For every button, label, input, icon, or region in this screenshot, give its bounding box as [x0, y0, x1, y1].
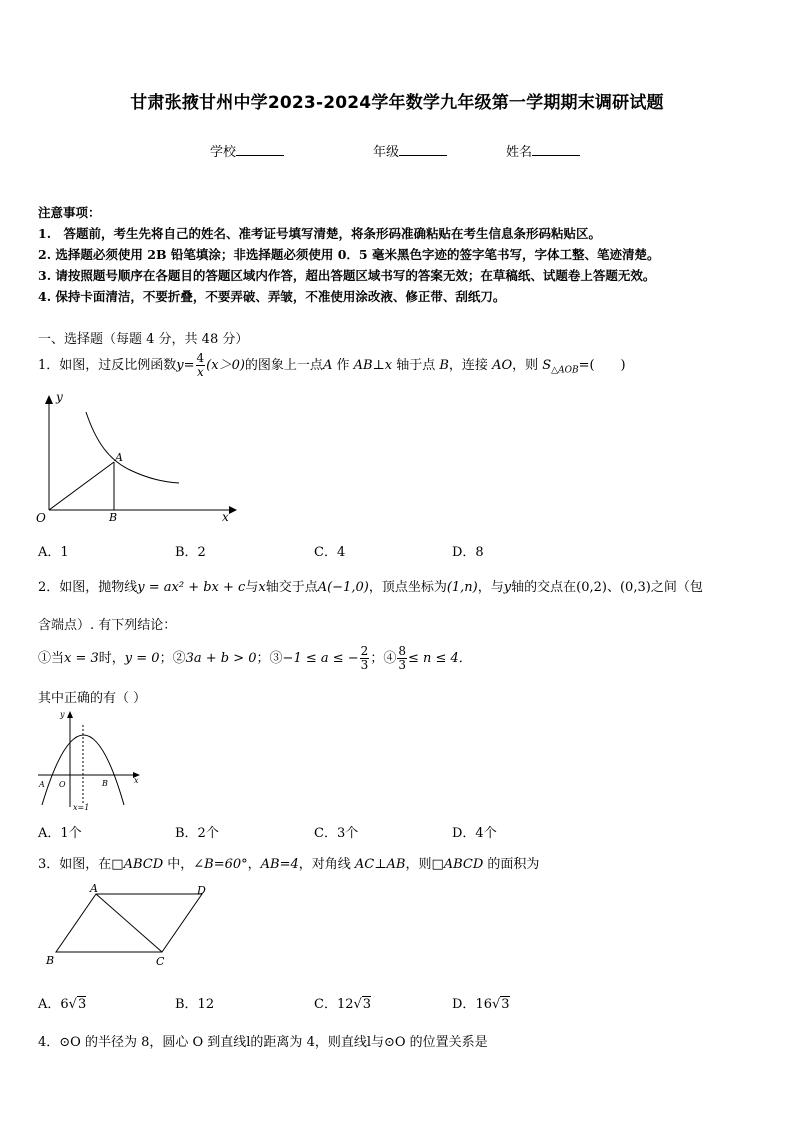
notice-item-1: 1. 答题前，考生先将自己的姓名、准考证号填写清楚，将条形码准确粘贴在考生信息条形码粘贴区。	[38, 226, 602, 241]
q2-dun: 、	[606, 580, 620, 595]
q3-mid4: ，则	[405, 857, 432, 872]
grade-label: 年级	[373, 145, 400, 160]
q1-fig-label-y: y	[56, 390, 63, 404]
q3-option-d-coef: 16	[475, 997, 492, 1012]
q1-cond: (x＞0)	[206, 358, 245, 373]
q1-ao: AO	[492, 358, 513, 373]
q3-ab: AB=4	[260, 857, 299, 872]
q2-p2: (0,3)	[619, 580, 651, 595]
sqrt-icon: √	[491, 997, 501, 1012]
q3-fig-label-a: A	[90, 882, 98, 895]
q3-angle: ∠B=60°	[193, 857, 248, 872]
q2-c4-end: ．	[458, 651, 472, 666]
q2-eq: y = ax² + bx + c	[137, 580, 246, 595]
q2-c4-num: 8	[398, 644, 406, 658]
q3-option-b-label: B．12	[175, 997, 215, 1012]
q2-c1-sep: ；②	[159, 651, 186, 666]
question-2-line-1	[38, 576, 703, 595]
q2-fig-label-b: B	[102, 779, 108, 788]
q1-fraction	[196, 352, 206, 379]
q2-text-e: ，与	[477, 580, 504, 595]
q2-y: y	[503, 580, 512, 595]
notice-item-4: 4. 保持卡面清洁，不要折叠，不要弄破、弄皱，不准使用涂改液、修正带、刮纸刀。	[38, 289, 506, 304]
q1-fig-label-a: A	[115, 451, 123, 464]
q3-prefix: 3．如图，在	[38, 857, 112, 872]
q1-axis-text: 轴于点	[392, 358, 440, 373]
q2-c3-sep: ；④	[370, 651, 397, 666]
q1-link-text: ，连接	[448, 358, 493, 373]
q1-s-sub: △AOB	[551, 365, 579, 376]
q2-c1-a: ①当	[38, 651, 65, 666]
q2-c4-eq: ≤ n ≤ 4	[407, 651, 459, 666]
q3-fig-label-c: C	[156, 955, 165, 968]
q3-mid3: ，对角线	[298, 857, 355, 872]
question-3-text	[38, 853, 539, 872]
q2-figure	[34, 707, 144, 817]
notice-item-3: 3. 请按照题号顺序在各题目的答题区域内作答，超出答题区域书写的答案无效；在草稿纸、试题卷上答题无效。	[38, 268, 656, 283]
sqrt-icon: √	[353, 997, 362, 1012]
q3-option-a-coef: 6	[60, 997, 69, 1012]
q2-c4-den: 3	[398, 658, 406, 672]
q1-figure	[34, 390, 244, 530]
q3-option-d-label: D．	[452, 997, 476, 1012]
q2-text-f: 轴的交点在	[511, 580, 577, 595]
school-field	[210, 141, 284, 160]
grade-blank	[399, 143, 447, 156]
school-blank	[236, 143, 284, 156]
q3-fig-label-b: B	[46, 954, 55, 967]
q1-func-y: y=	[176, 358, 195, 373]
q1-frac-den: x	[196, 365, 204, 379]
q2-fig-label-o: O	[59, 780, 66, 789]
q2-c3-frac	[360, 645, 370, 672]
name-label: 姓名	[506, 145, 533, 160]
name-blank	[532, 143, 580, 156]
sqrt-icon: √	[68, 997, 77, 1012]
q1-segment-ao	[49, 462, 114, 510]
q1-point-b: B	[439, 358, 449, 373]
q3-option-c-label: C．	[314, 997, 337, 1012]
q2-c1-eq2: y = 0	[124, 651, 160, 666]
q1-option-b[interactable]: B．2	[175, 545, 206, 560]
q3-figure	[40, 882, 220, 972]
q1-option-d[interactable]: D．8	[452, 545, 484, 560]
q3-option-a-label: A．	[38, 997, 61, 1012]
q3-option-a-rad: 3	[77, 997, 87, 1012]
q2-fig-label-a: A	[39, 780, 45, 789]
q2-p1: (0,2)	[576, 580, 607, 595]
q1-point-a: A	[322, 358, 333, 373]
page-title: 甘肃张掖甘州中学2023-2024学年数学九年级第一学期期末调研试题	[130, 93, 664, 113]
q1-ab-perp: AB⊥x	[353, 358, 393, 373]
q1-fig-label-x: x	[222, 510, 229, 524]
q3-perp: AC⊥AB	[354, 857, 406, 872]
q3-mid2: ，	[247, 857, 261, 872]
q3-option-c[interactable]	[314, 993, 371, 1012]
grade-field	[373, 141, 447, 160]
question-1-text	[38, 352, 626, 379]
question-2-conclusions	[38, 645, 472, 672]
q1-prefix: 1．如图，过反比例函数	[38, 358, 177, 373]
q1-tail: =( )	[578, 358, 626, 373]
q2-option-c[interactable]: C．3个	[314, 826, 359, 841]
q1-frac-num: 4	[196, 351, 205, 365]
name-field	[506, 141, 580, 160]
question-2-line-2: 含端点）. 有下列结论：	[38, 618, 177, 633]
q2-y-arrow	[67, 711, 73, 718]
q2-option-d[interactable]: D．4个	[452, 826, 497, 841]
q3-mid1: 中，	[163, 857, 194, 872]
q2-fig-label-y: y	[60, 710, 65, 719]
q2-fig-label-axis: x=1	[73, 803, 90, 812]
q1-then: ，则	[512, 358, 543, 373]
q3-par1: □ABCD	[111, 857, 164, 872]
q1-option-c[interactable]: C．4	[314, 545, 346, 560]
q3-option-c-rad: 3	[362, 997, 372, 1012]
q2-x: x	[258, 580, 266, 595]
q2-text-c: 轴交于点	[265, 580, 318, 595]
q2-c4-frac	[397, 645, 407, 672]
q2-c2-sep: ；③	[256, 651, 283, 666]
question-4-text: 4．⊙O 的半径为 8，圆心 O 到直线l的距离为 4，则直线l与⊙O 的位置关系是	[38, 1035, 488, 1050]
q1-zuo: 作	[332, 358, 354, 373]
notice-item-2: 2. 选择题必须使用 2B 铅笔填涂；非选择题必须使用 0．5 毫米黑色字迹的签字笔书写，字体工整、笔迹清楚。	[38, 247, 660, 262]
q2-text-b: 与	[245, 580, 259, 595]
q3-option-d-rad: 3	[501, 997, 510, 1012]
q2-fig-label-x: x	[134, 776, 139, 785]
q2-option-b[interactable]: B．2个	[175, 826, 219, 841]
q2-text-g: 之间（包	[650, 580, 703, 595]
q2-c3-eq: −1 ≤ a ≤ −	[282, 651, 359, 666]
q2-text-d: ，顶点坐标为	[368, 580, 447, 595]
q2-c1-b: 时，	[98, 651, 125, 666]
q2-c3-den: 3	[360, 658, 369, 672]
school-label: 学校	[210, 145, 237, 160]
q1-s: S	[542, 358, 552, 373]
q1-fig-label-b: B	[109, 511, 118, 524]
q3-option-d[interactable]	[452, 993, 510, 1012]
q2-vertex: (1,n)	[446, 580, 478, 595]
notice-heading: 注意事项：	[38, 205, 101, 220]
q3-tail: 的面积为	[483, 857, 540, 872]
q1-mid: 的图象上一点	[244, 358, 323, 373]
q2-text-a: 2．如图，抛物线	[38, 580, 138, 595]
section-heading: 一、选择题（每题 4 分，共 48 分）	[38, 332, 249, 347]
q3-option-a[interactable]	[38, 993, 86, 1012]
q1-y-arrow	[45, 395, 53, 404]
question-2-ask: 其中正确的有（ ）	[38, 691, 147, 706]
q2-c3-num: 2	[360, 644, 369, 658]
q2-c1-eq: x = 3	[64, 651, 99, 666]
q1-fig-label-o: O	[36, 511, 46, 525]
q2-option-a[interactable]: A．1个	[38, 826, 82, 841]
q2-c2-eq: 3a + b > 0	[185, 651, 257, 666]
q3-par2: □ABCD	[431, 857, 484, 872]
q3-diagonal-ac	[96, 894, 162, 952]
q1-option-a[interactable]: A．1	[38, 545, 69, 560]
q3-option-c-coef: 12	[336, 997, 354, 1012]
q1-x-arrow	[229, 506, 237, 514]
q2-point-a: A(−1,0)	[317, 580, 369, 595]
q3-option-b[interactable]	[175, 993, 214, 1012]
q3-fig-label-d: D	[197, 884, 206, 897]
